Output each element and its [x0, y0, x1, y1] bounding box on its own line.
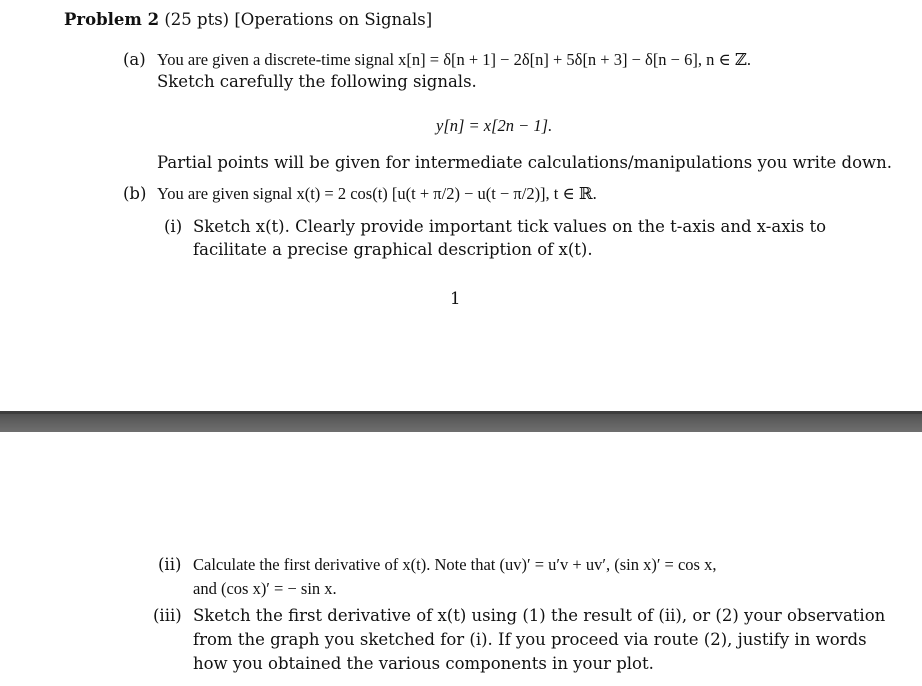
- part-a-note: Partial points will be given for intermediate calculations/manipulations you write down.: [157, 153, 892, 172]
- part-b-iii-line1: Sketch the first derivative of x(t) using (1) the result of (ii), or (2) your observation: [193, 606, 886, 625]
- page-break-divider: [0, 411, 922, 432]
- part-b-i-line2: facilitate a precise graphical description of x(t).: [193, 240, 593, 259]
- problem-title: Problem 2: [64, 10, 160, 29]
- problem-points: (25 pts): [164, 10, 230, 29]
- part-b-label: (b): [123, 184, 147, 203]
- part-b-i-line1: Sketch x(t). Clearly provide important tick values on the t-axis and x-axis to: [193, 217, 827, 236]
- problem-heading: [64, 10, 432, 30]
- part-b-iii-label: (iii): [153, 606, 182, 625]
- part-b-ii-line1: Calculate the first derivative of x(t). Note that (uv)′ = u′v + uv′, (sin x)′ = cos x,: [193, 555, 717, 574]
- problem-topic: [Operations on Signals]: [234, 10, 433, 29]
- part-b-ii-line2: and (cos x)′ = − sin x.: [193, 579, 337, 598]
- part-b-iii-line2: from the graph you sketched for (i). If you proceed via route (2), justify in words: [193, 630, 867, 649]
- part-a-equation: y[n] = x[2n − 1].: [436, 116, 553, 135]
- part-a-line1: You are given a discrete-time signal x[n] = δ[n + 1] − 2δ[n] + 5δ[n + 3] − δ[n − 6], n ∈ ℤ.: [157, 50, 751, 69]
- part-b-line1: You are given signal x(t) = 2 cos(t) [u(t + π/2) − u(t − π/2)], t ∈ ℝ.: [157, 184, 597, 203]
- part-b-iii-line3: how you obtained the various components in your plot.: [193, 654, 654, 673]
- page-number: 1: [450, 289, 461, 308]
- part-b-ii-label: (ii): [158, 555, 182, 574]
- part-a-label: (a): [123, 50, 146, 69]
- part-b-i-label: (i): [164, 217, 183, 236]
- part-a-line2: Sketch carefully the following signals.: [157, 72, 477, 91]
